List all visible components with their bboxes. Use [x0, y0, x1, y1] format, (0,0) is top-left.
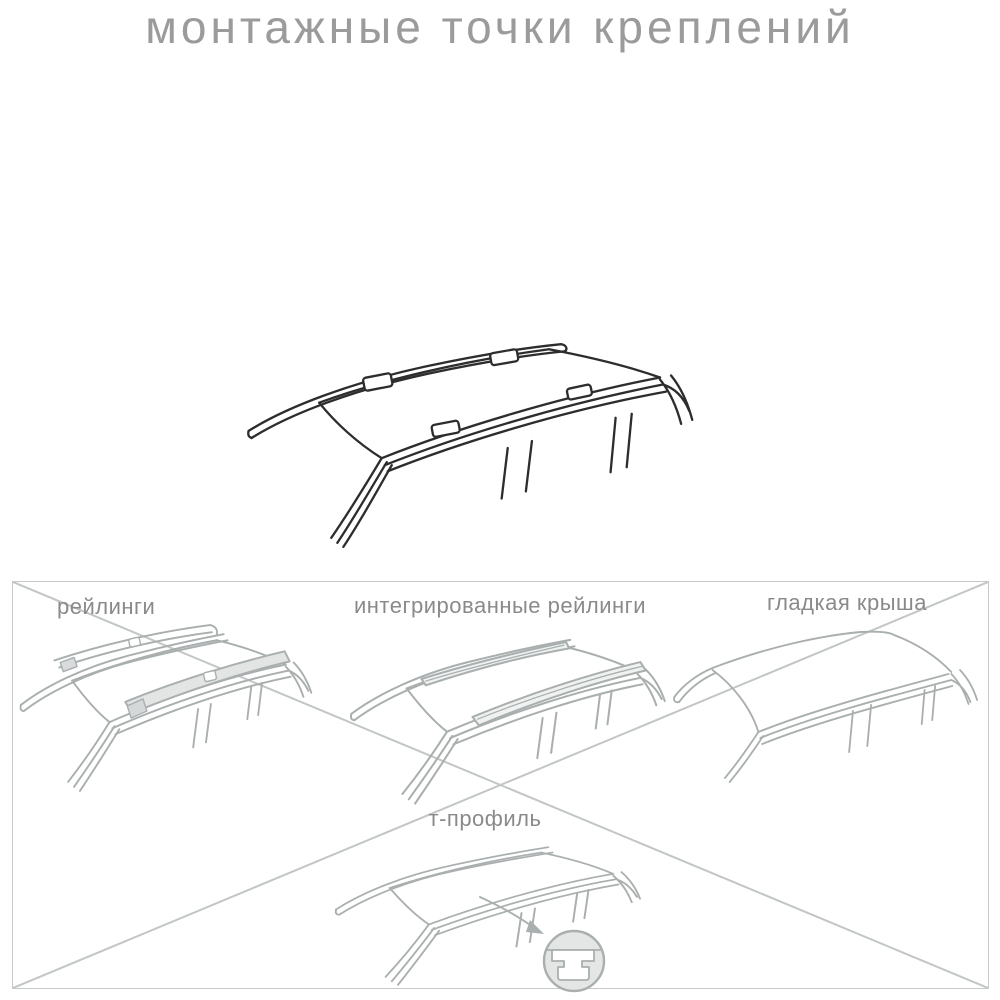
label-railings: рейлинги: [57, 594, 156, 619]
page-title: монтажные точки креплений: [145, 1, 855, 53]
main-roof-mounting-points-drawing: [228, 318, 733, 563]
arrow-line: [480, 897, 536, 929]
label-integrated-railings: интегрированные рейлинги: [353, 593, 647, 618]
integrated-railings-drawing: [345, 623, 685, 813]
mount-types-panel: [12, 581, 989, 989]
label-smooth-roof: гладкая крыша: [767, 590, 927, 615]
smooth-roof-drawing: [660, 612, 980, 792]
raised-railings-drawing: [15, 618, 330, 800]
arrow-head-icon: [526, 920, 544, 934]
t-profile-drawing: [330, 833, 660, 993]
label-t-profile: т-профиль: [428, 806, 542, 831]
